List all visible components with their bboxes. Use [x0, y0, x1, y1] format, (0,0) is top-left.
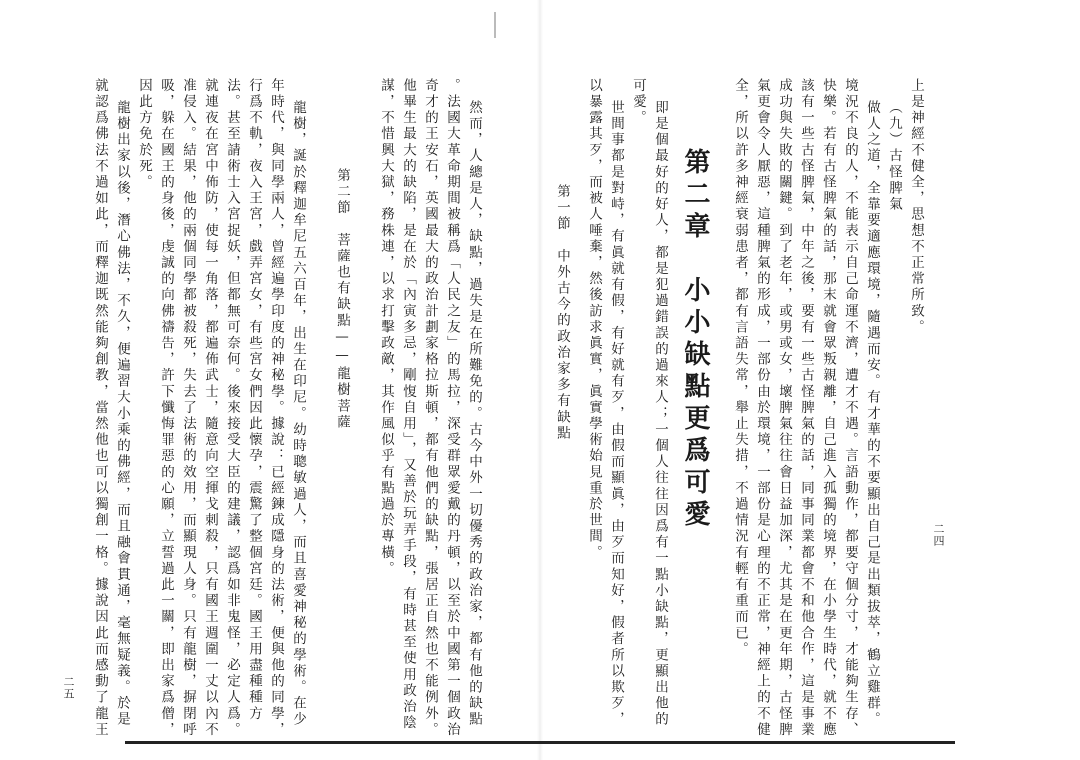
text-line: 龍樹，誕於釋迦牟尼五六百年，出生在印尼。幼時聰敏過人，而且喜愛神秘的學術。在少	[290, 100, 306, 728]
text-line: 快樂。若有古怪脾氣的話，那末就會眾叛親離，自己進入孤獨的境界，在小學生時代，就不應	[820, 78, 836, 739]
text-line: 因此方免於死。	[136, 78, 152, 191]
text-line: 境況不良的人，不能表示自己命運不濟，遭才不遇。言語動作，都要守個分寸，才能夠生存、	[842, 78, 858, 739]
text-line: 然而，人總是人，缺點，過失是在所難免的。古今中外一切優秀的政治家，都有他的缺點	[466, 100, 482, 728]
right-page	[540, 0, 1080, 760]
text-line: 吸，躲在國王的身後，虔誠的向佛禱告，許下懺悔罪惡的心願，立誓過此一關，即出家爲僧，	[158, 78, 174, 739]
text-line: 做人之道，全靠要適應環境，隨遇而安。有才華的不要顯出自己是出類拔萃，鶴立雞群。	[864, 100, 880, 728]
text-line: 龍樹出家以後，潛心佛法，不久，便遍習大小乘的佛經，而且融會貫通，毫無疑義。於是	[114, 100, 130, 728]
text-line: 即是個最好的好人，都是犯過錯誤的過來人；一個人往往因爲有一點小缺點，更顯出他的	[652, 100, 668, 728]
text-line: 全，所以許多神經衰弱患者，都有言語失常，舉止失措，不過情況有輕有重而已。	[732, 78, 748, 658]
subheading: （九）古怪脾氣	[886, 100, 902, 213]
text-line: 以暴露其歹，而被人唾棄，然後訪求眞實，眞實學術始見重於世間。	[586, 78, 602, 561]
text-line: 世間事都是對峙，有眞就有假，有好就有歹，由假而顯眞，由歹而知好，假者所以欺歹，	[608, 100, 624, 728]
page-number: 二五	[62, 676, 75, 700]
text-line: 成功與失敗的關鍵。到了老年，或男或女，壞脾氣往往會日益加深，尤其是在更年期，古怪脾	[776, 78, 792, 739]
section-heading: 第一節 中外古今的政治家多有缺點	[554, 184, 570, 442]
chapter-heading: 第二章 小小缺點更爲可愛	[680, 148, 710, 532]
text-line: 年時代，與同學兩人，曾經遍學印度的神秘學。據說：已經鍊成隱身的法術，便與他的同學，	[268, 78, 284, 739]
text-line: 就認爲佛法不過如此，而釋迦既然能夠創教，當然他也可以獨創一格。據說因此而感動了龍王	[92, 78, 108, 739]
text-line: 上是神經不健全，思想不正常所致。	[908, 78, 924, 336]
text-line: 可愛。	[630, 78, 646, 127]
text-line: 氣更會令人厭惡，這種脾氣的形成，一部份由於環境，一部份是心理的不正常，神經上的不健	[754, 78, 770, 739]
section-heading: 第二節 菩薩也有缺點——龍樹菩薩	[334, 168, 350, 431]
text-line: 。法國大革命期間被稱爲「人民之友」的馬拉，深受群眾愛戴的丹頓，以至於中國第一個政治	[444, 78, 460, 739]
text-line: 該有一些古怪脾氣，中年之後，要有一些古怪脾氣的話，同事同業都會不和他合作，這是事業	[798, 78, 814, 739]
text-line: 就連夜在宮中佈防，使每一角落，都遍佈武士，隨意向空揮戈刺殺，只有國王週圍一丈以內不	[202, 78, 218, 739]
bottom-rule	[125, 741, 955, 744]
text-line: 法。甚至請術士入宮捉妖，但都無可奈何。後來接受大臣的建議，認爲如非鬼怪，必定人爲。	[224, 78, 240, 739]
text-line: 奇才的王安石，英國最大的政治計劃家格拉斯頓，都有他們的缺點，張居正自然也不能例外。	[422, 78, 438, 739]
text-line: 行爲不軌，夜入王宮，戲弄宮女，有些宮女們因此懷孕，震驚了整個宮廷。國王用盡種種方	[246, 78, 262, 722]
text-line: 謀，不惜興大獄，務株連，以求打擊政敵，其作風似乎有點過於專橫。	[378, 78, 394, 578]
page-number: 二四	[932, 523, 945, 547]
text-line: 准侵入。結果，他的兩個同學都被殺死，失去了法術的效用，而顯現人身。只有龍樹，摒閉呼	[180, 78, 196, 739]
text-line: 他畢生最大的缺陷，是在於「內寅多忌，剛愎自用」，又善於玩弄手段，有時甚至使用政治陰	[400, 78, 416, 732]
